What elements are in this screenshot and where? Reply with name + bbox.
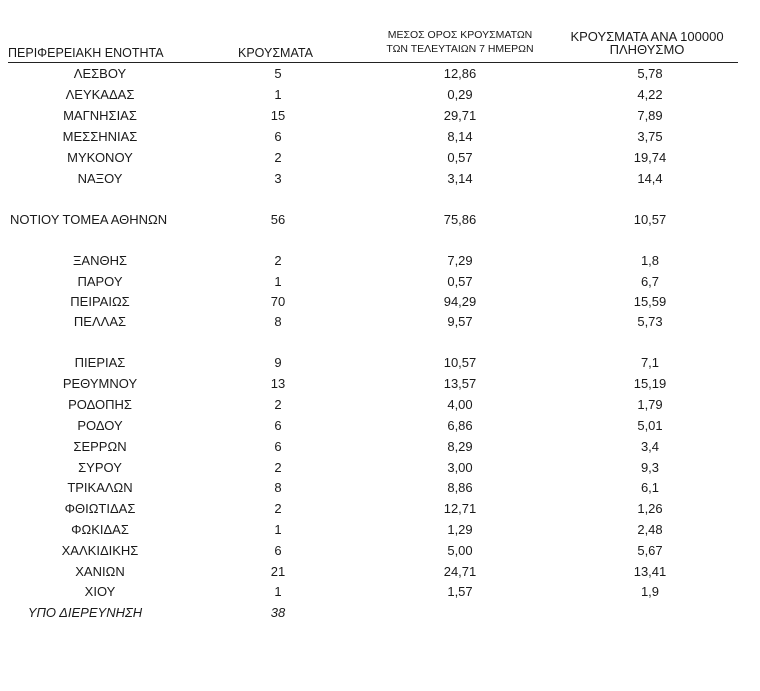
table-row xyxy=(0,150,760,170)
cases-value: 6 xyxy=(274,129,282,144)
header-cases: ΚΡΟΥΣΜΑΤΑ xyxy=(238,46,313,60)
cases-value: 6 xyxy=(274,418,282,433)
rate-value: 7,1 xyxy=(640,355,660,370)
table-row xyxy=(0,66,760,86)
header-divider xyxy=(8,62,738,63)
region-name: ΧΙΟΥ xyxy=(84,584,116,599)
table-row xyxy=(0,171,760,191)
header-rate xyxy=(557,30,737,56)
avg-value: 3,00 xyxy=(447,460,473,475)
region-name: ΠΙΕΡΙΑΣ xyxy=(74,355,126,370)
table-row xyxy=(0,87,760,107)
region-name: ΜΑΓΝΗΣΙΑΣ xyxy=(63,108,137,123)
table-row xyxy=(0,274,760,294)
cases-value: 3 xyxy=(274,171,282,186)
region-name: ΡΟΔΟΠΗΣ xyxy=(68,397,132,412)
region-name: ΜΕΣΣΗΝΙΑΣ xyxy=(62,129,138,144)
cases-value: 2 xyxy=(274,501,282,516)
avg-value: 94,29 xyxy=(443,294,477,309)
cases-value: 6 xyxy=(274,543,282,558)
avg-value: 12,86 xyxy=(443,66,477,81)
avg-value: 1,57 xyxy=(447,584,473,599)
region-name: ΠΕΛΛΑΣ xyxy=(73,314,127,329)
footer-row xyxy=(0,605,760,625)
table-row xyxy=(0,355,760,375)
table-row xyxy=(0,108,760,128)
cases-value: 1 xyxy=(274,87,282,102)
cases-value: 2 xyxy=(274,460,282,475)
avg-value: 8,14 xyxy=(447,129,473,144)
rate-value: 19,74 xyxy=(633,150,667,165)
region-name: ΦΘΙΩΤΙΔΑΣ xyxy=(64,501,136,516)
region-name: ΠΑΡΟΥ xyxy=(77,274,123,289)
table-row xyxy=(0,397,760,417)
cases-value: 2 xyxy=(274,397,282,412)
avg-value: 12,71 xyxy=(443,501,477,516)
region-name: ΦΩΚΙΔΑΣ xyxy=(71,522,129,537)
rate-value: 15,59 xyxy=(633,294,667,309)
cases-value: 8 xyxy=(274,314,282,329)
region-name: ΜΥΚΟΝΟΥ xyxy=(67,150,133,165)
rate-value: 9,3 xyxy=(640,460,660,475)
header-rate-line2: ΠΛΗΘΥΣΜΟ xyxy=(609,42,685,57)
avg-value: 75,86 xyxy=(443,212,477,227)
region-name: ΝΟΤΙΟΥ ΤΟΜΕΑ ΑΘΗΝΩΝ xyxy=(10,212,168,227)
region-name: ΧΑΝΙΩΝ xyxy=(75,564,125,579)
avg-value: 7,29 xyxy=(447,253,473,268)
region-name: ΛΕΣΒΟΥ xyxy=(73,66,127,81)
rate-value: 1,9 xyxy=(640,584,660,599)
rate-value: 14,4 xyxy=(637,171,663,186)
region-name: ΠΕΙΡΑΙΩΣ xyxy=(70,294,130,309)
rate-value: 5,67 xyxy=(637,543,663,558)
table-row xyxy=(0,253,760,273)
rate-value: 1,79 xyxy=(637,397,663,412)
rate-value: 15,19 xyxy=(633,376,667,391)
rate-value: 5,73 xyxy=(637,314,663,329)
cases-value: 70 xyxy=(270,294,286,309)
cases-value: 2 xyxy=(274,150,282,165)
rate-value: 4,22 xyxy=(637,87,663,102)
region-name: ΣΕΡΡΩΝ xyxy=(73,439,127,454)
rate-value: 3,4 xyxy=(640,439,660,454)
avg-value: 29,71 xyxy=(443,108,477,123)
avg-value: 0,29 xyxy=(447,87,473,102)
avg-value: 0,57 xyxy=(447,150,473,165)
region-name: ΛΕΥΚΑΔΑΣ xyxy=(65,87,135,102)
region-name: ΣΥΡΟΥ xyxy=(78,460,122,475)
rate-value: 6,1 xyxy=(640,480,660,495)
avg-value: 1,29 xyxy=(447,522,473,537)
avg-value: 9,57 xyxy=(447,314,473,329)
avg-value: 4,00 xyxy=(447,397,473,412)
cases-value: 21 xyxy=(270,564,286,579)
rate-value: 2,48 xyxy=(637,522,663,537)
cases-value: 6 xyxy=(274,439,282,454)
table-row xyxy=(0,501,760,521)
header-avg-line2: ΤΩΝ ΤΕΛΕΥΤΑΙΩΝ 7 ΗΜΕΡΩΝ xyxy=(386,43,534,55)
table-row xyxy=(0,584,760,604)
avg-value: 13,57 xyxy=(443,376,477,391)
rate-value: 1,8 xyxy=(640,253,660,268)
cases-value: 5 xyxy=(274,66,282,81)
rate-value: 13,41 xyxy=(633,564,667,579)
rate-value: 7,89 xyxy=(637,108,663,123)
region-name: ΡΟΔΟΥ xyxy=(77,418,123,433)
avg-value: 3,14 xyxy=(447,171,473,186)
table-row xyxy=(0,543,760,563)
footer-cases: 38 xyxy=(270,605,286,620)
cases-value: 13 xyxy=(270,376,286,391)
cases-value: 1 xyxy=(274,274,282,289)
avg-value: 6,86 xyxy=(447,418,473,433)
avg-value: 8,86 xyxy=(447,480,473,495)
table-row xyxy=(0,314,760,334)
region-name: ΤΡΙΚΑΛΩΝ xyxy=(67,480,133,495)
header-avg xyxy=(375,28,545,56)
region-name: ΡΕΘΥΜΝΟΥ xyxy=(62,376,138,391)
rate-value: 1,26 xyxy=(637,501,663,516)
region-name: ΞΑΝΘΗΣ xyxy=(72,253,128,268)
table-row xyxy=(0,522,760,542)
table-row xyxy=(0,439,760,459)
header-rate-line1: ΚΡΟΥΣΜΑΤΑ ΑΝΑ 100000 xyxy=(570,29,724,44)
cases-value: 9 xyxy=(274,355,282,370)
header-region: ΠΕΡΙΦΕΡΕΙΑΚΗ ΕΝΟΤΗΤΑ xyxy=(8,46,164,60)
rate-value: 5,78 xyxy=(637,66,663,81)
avg-value: 5,00 xyxy=(447,543,473,558)
rate-value: 5,01 xyxy=(637,418,663,433)
avg-value: 24,71 xyxy=(443,564,477,579)
table-row xyxy=(0,480,760,500)
header-avg-line1: ΜΕΣΟΣ ΟΡΟΣ ΚΡΟΥΣΜΑΤΩΝ xyxy=(387,29,533,41)
table-row xyxy=(0,376,760,396)
cases-value: 15 xyxy=(270,108,286,123)
cases-value: 8 xyxy=(274,480,282,495)
table-row xyxy=(0,294,760,314)
table-row xyxy=(0,212,760,232)
table-row xyxy=(0,129,760,149)
avg-value: 8,29 xyxy=(447,439,473,454)
avg-value: 0,57 xyxy=(447,274,473,289)
avg-value: 10,57 xyxy=(443,355,477,370)
table-row xyxy=(0,418,760,438)
cases-value: 2 xyxy=(274,253,282,268)
cases-value: 56 xyxy=(270,212,286,227)
region-name: ΧΑΛΚΙΔΙΚΗΣ xyxy=(61,543,139,558)
table-row xyxy=(0,460,760,480)
rate-value: 3,75 xyxy=(637,129,663,144)
footer-label: ΥΠΟ ΔΙΕΡΕΥΝΗΣΗ xyxy=(27,605,143,620)
table-row xyxy=(0,564,760,584)
region-name: ΝΑΞΟΥ xyxy=(77,171,123,186)
cases-value: 1 xyxy=(274,584,282,599)
cases-value: 1 xyxy=(274,522,282,537)
rate-value: 6,7 xyxy=(640,274,660,289)
rate-value: 10,57 xyxy=(633,212,667,227)
